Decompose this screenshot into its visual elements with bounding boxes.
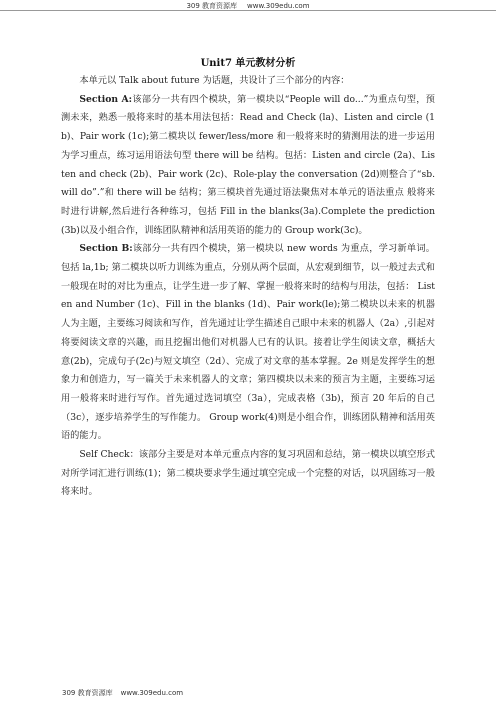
- footer-site-name: 309 教育资源库: [62, 689, 113, 697]
- intro-paragraph: 本单元以 Talk about future 为话题，共设计了三个部分的内容：: [79, 75, 350, 86]
- section-b-label: Section B:: [79, 243, 133, 255]
- page-title: Unit7 单元教材分析: [200, 58, 296, 69]
- section-a-paragraph: [61, 91, 435, 241]
- section-b-paragraph: [61, 240, 435, 446]
- footer-site-url[interactable]: www.309edu.com: [120, 689, 184, 697]
- self-check-paragraph: Self Check：该部分主要是对本单元重点内容的复习巩固和总结，第一模块以填空形式对所学词汇进行训练(1)；第二模块要求学生通过填空完成一个完整的对话，以巩固练习一般将来时。: [61, 449, 435, 498]
- header-divider: [0, 10, 496, 11]
- section-a-text: 该部分一共有四个模块，第一模块以“People will do...”为重点句型，预测未来，熟悉一般将来时的基本用法包括：Read and Check (la)、Listen and circle (1b)、Pair work (1c);第二模块以 fewer/less/more 和一般将来时的猜测用法的进一步运用为学习重点，练习运用语法句型 there will be 结构。包括：Listen and circle (2a)、Listen and check (2b)、Pair work (2c)、Role-play the conversation (2d)则整合了“sb. will do”.”和 there will be 结构；第三模块首先通过语法聚焦对本单元的语法重点 般将来时进行讲解,然后进行各种练习，包括 Fill in the blanks(3a).Complete the prediction (3b)以及小组合作，训练团队精神和活用英语的能力的 Group work(3c)。: [61, 93, 435, 236]
- document-body: [61, 72, 435, 502]
- header-site-name: 309 教育资源库: [186, 2, 238, 10]
- header-site-url[interactable]: www.309edu.com: [247, 2, 310, 10]
- section-a-label: Section A:: [79, 93, 133, 105]
- page-footer: [62, 688, 183, 698]
- section-b-text: 该部分一共有四个模块，第一模块以 new words 为重点，学习新单词。包括 la,1b; 第二模块以听力训练为重点，分别从两个层面，从宏观到细节，以一般过去式和一般现在时的对比为重点，让学生进一步了解、掌握一般将来时的结构与用法，包括： Listen and Number (1c)、Fill in the blanks (1d)、Pair work(le);第二模块以未来的机器人为主题，主要练习阅读和写作，首先通过让学生描述自己眼中未来的机器人（2a）,引起对将要阅读文章的兴趣，而且挖掘出他们对机器人已有的认识。接着让学生阅读文章，概括大意(2b)，完成句子(2c)与短文填空（2d）、完成了对文章的基本掌握。2e 则是发挥学生的想象力和创造力，写一篇关于未来机器人的文章；第四模块以未来的预言为主题，主要练习运用一般将来时进行写作。首先通过选词填空（3a），完成表格（3b)，预言 20 年后的自己（3c），逐步培养学生的写作能力。 Group work(4)则是小组合作，训练团队精神和活用英语的能力。: [61, 243, 435, 442]
